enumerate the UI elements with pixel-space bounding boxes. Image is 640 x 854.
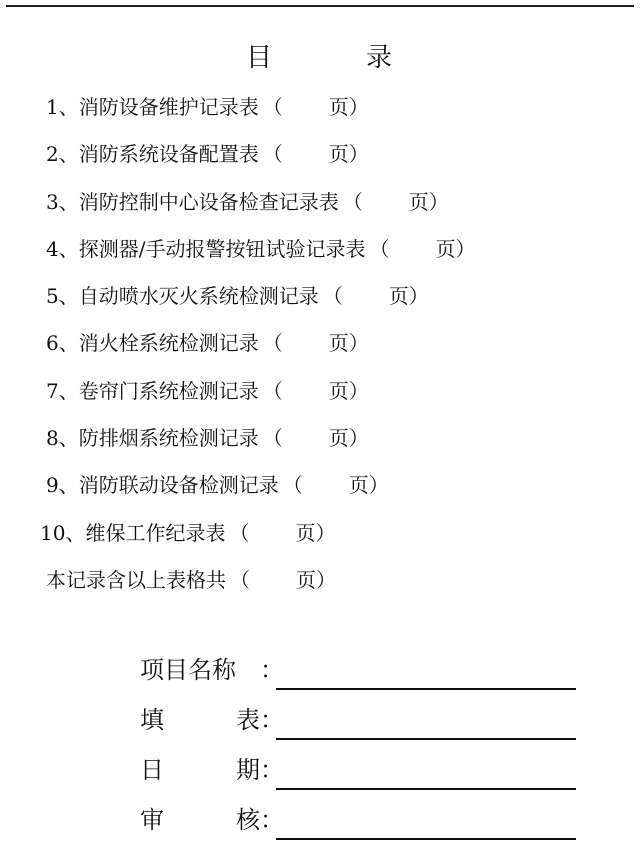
toc-item	[46, 424, 475, 471]
toc-item-page-label: 页）	[348, 473, 389, 498]
top-rule	[6, 5, 634, 7]
toc-summary-page-label: 页）	[296, 567, 336, 592]
reviewer-label	[140, 802, 260, 838]
toc-item-paren: （	[322, 284, 343, 309]
toc-item	[46, 282, 475, 329]
title-char-first: 目	[246, 43, 273, 73]
toc-item-text: 消防系统设备配置表	[78, 142, 259, 167]
toc-item-text: 消火栓系统检测记录	[78, 331, 259, 356]
toc-item-number: 4、	[46, 236, 79, 261]
toc-item-page-label: 页）	[328, 142, 369, 167]
toc-item-page-label: 页）	[388, 284, 429, 309]
toc-item	[46, 471, 475, 518]
toc-item-paren: （	[282, 473, 303, 498]
toc-item-number: 8、	[46, 426, 79, 451]
filler-field[interactable]	[276, 702, 576, 740]
toc-item	[46, 235, 475, 282]
page-title	[246, 42, 392, 74]
toc-item-paren: （	[262, 426, 283, 451]
form-row-project-name	[140, 652, 576, 702]
toc-item-text: 维保工作纪录表	[85, 520, 226, 545]
reviewer-colon: ：	[260, 806, 284, 834]
toc-item-text: 自动喷水灭火系统检测记录	[78, 284, 319, 309]
date-field[interactable]	[276, 752, 576, 790]
toc-item	[46, 140, 475, 187]
form-row-date	[140, 752, 576, 802]
form-row-filler	[140, 702, 576, 752]
form-row-reviewer	[140, 802, 576, 852]
toc-item-paren: （	[262, 378, 283, 403]
toc-item-page-label: 页）	[295, 520, 336, 545]
toc-item	[40, 519, 475, 566]
signoff-form	[140, 652, 576, 852]
reviewer-label-char-b: 核	[236, 806, 260, 834]
toc-item	[46, 93, 475, 140]
toc-item	[46, 329, 475, 376]
toc-item	[46, 377, 475, 424]
project-name-label: 项目名称	[140, 656, 236, 684]
toc-item-page-label: 页）	[328, 378, 369, 403]
filler-label	[140, 702, 260, 738]
project-name-field[interactable]	[276, 652, 576, 690]
reviewer-label-char-a: 审	[140, 806, 164, 834]
toc-item-number: 3、	[46, 189, 79, 214]
reviewer-field[interactable]	[276, 802, 576, 840]
toc-item	[46, 188, 475, 235]
toc-item-text: 消防设备维护记录表	[78, 95, 259, 119]
toc-item-text: 消防控制中心设备检查记录表	[78, 189, 339, 214]
toc-summary-text: 本记录含以上表格共	[46, 567, 226, 592]
title-char-second: 录	[366, 43, 393, 73]
project-name-colon: ：	[260, 656, 284, 684]
date-label-char-b: 期	[236, 756, 260, 784]
toc-item-text: 防排烟系统检测记录	[78, 426, 259, 451]
toc-item-paren: （	[342, 189, 363, 214]
toc-item-text: 卷帘门系统检测记录	[78, 378, 259, 403]
filler-label-char-b: 表	[236, 706, 260, 734]
toc-item-page-label: 页）	[408, 189, 449, 214]
filler-label-char-a: 填	[140, 706, 164, 734]
toc-item-number: 2、	[46, 142, 79, 167]
toc-item-number: 5、	[46, 284, 79, 309]
date-label	[140, 752, 260, 788]
toc-summary	[46, 566, 475, 613]
toc-item-page-label: 页）	[435, 236, 476, 261]
toc-item-paren: （	[262, 142, 283, 167]
toc-item-paren: （	[262, 95, 283, 119]
toc-item-number: 1、	[46, 95, 79, 119]
toc-item-paren: （	[229, 520, 250, 545]
toc-item-number: 10、	[40, 520, 86, 545]
toc-item-paren: （	[369, 236, 390, 261]
date-colon: ：	[260, 756, 284, 784]
toc-item-page-label: 页）	[328, 95, 369, 119]
date-label-char-a: 日	[140, 756, 164, 784]
toc-item-number: 6、	[46, 331, 79, 356]
toc-item-page-label: 页）	[328, 331, 369, 356]
table-of-contents	[40, 93, 476, 613]
toc-item-paren: （	[262, 331, 283, 356]
toc-summary-paren: （	[230, 567, 250, 592]
toc-item-text: 探测器/手动报警按钮试验记录表	[78, 236, 366, 261]
toc-item-number: 7、	[46, 378, 79, 403]
toc-item-page-label: 页）	[328, 426, 369, 451]
toc-item-text: 消防联动设备检测记录	[78, 473, 279, 498]
filler-colon: ：	[260, 706, 284, 734]
toc-item-number: 9、	[46, 473, 79, 498]
